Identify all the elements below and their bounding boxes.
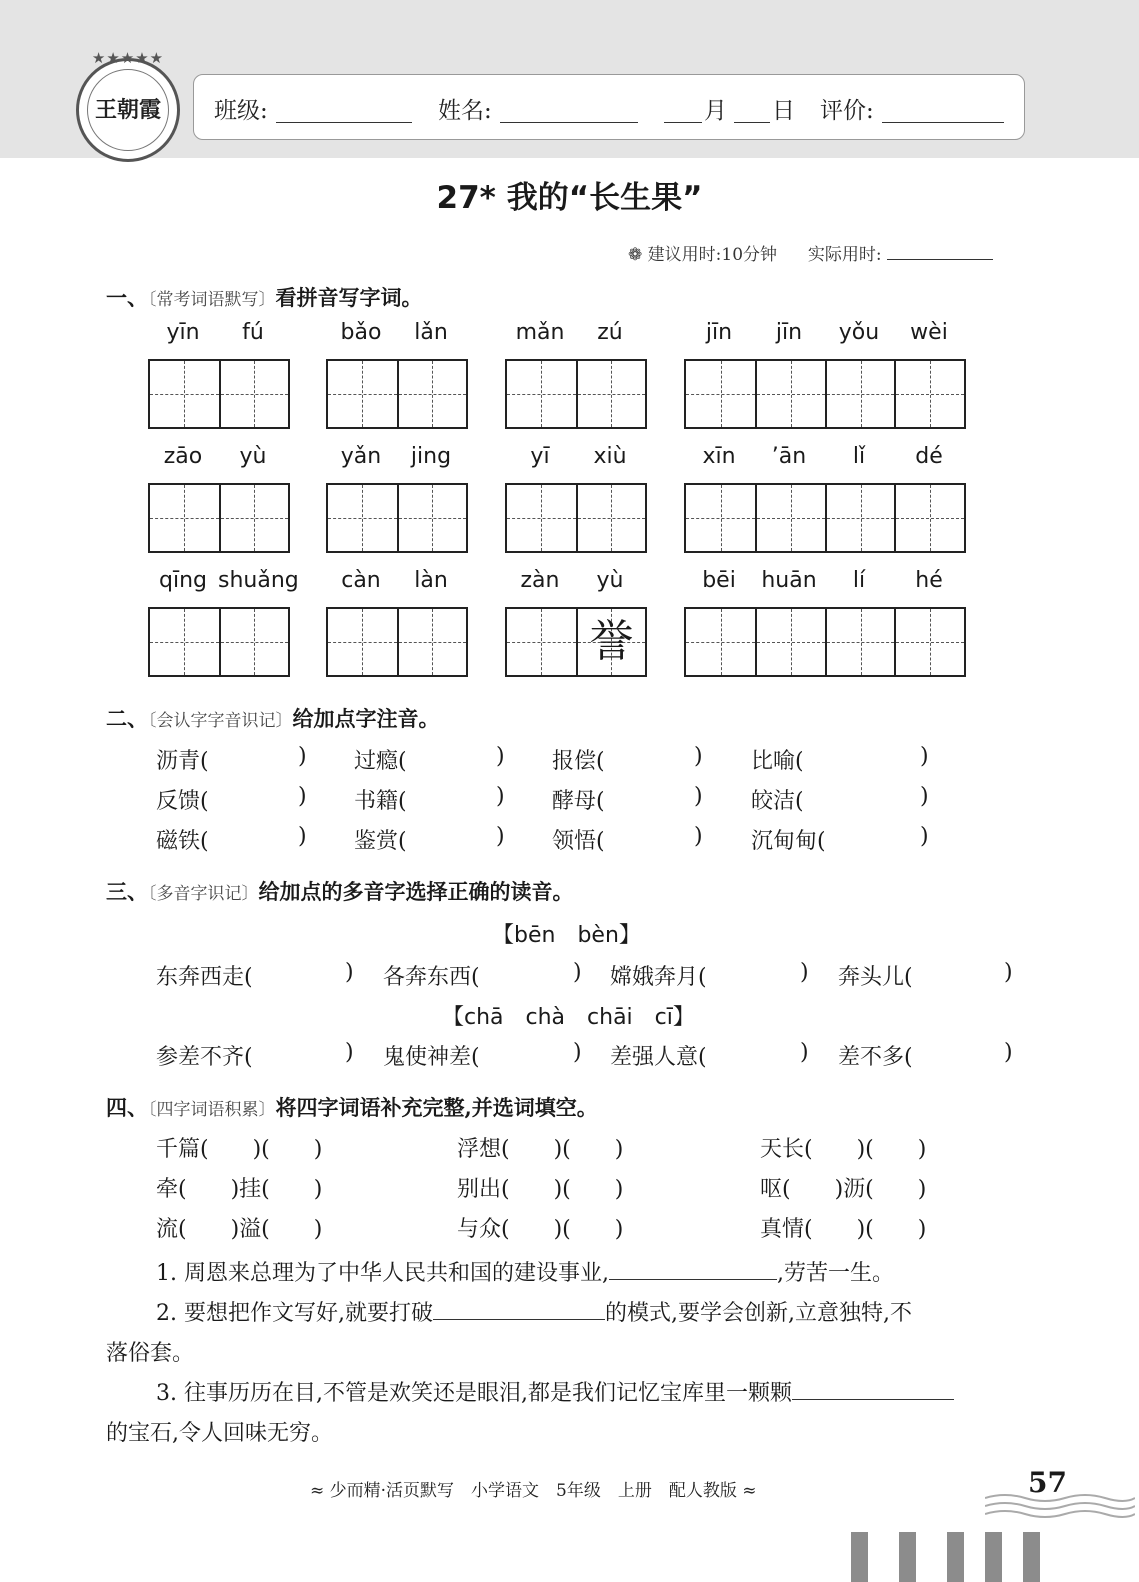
question-2-cont: 落俗套。 <box>106 1341 195 1366</box>
writing-cell[interactable] <box>150 485 219 551</box>
writing-cell[interactable] <box>507 609 576 675</box>
polyphone-word: 参差不齐( <box>156 1045 253 1070</box>
writing-cell[interactable] <box>686 485 755 551</box>
writing-cell[interactable] <box>825 485 895 551</box>
pinyin-label: xīn <box>702 444 736 469</box>
annotate-word: 书籍( <box>354 789 407 814</box>
suggested-time: 建议用时:10分钟 <box>647 245 778 265</box>
edge-tab-mark <box>851 1532 868 1582</box>
footer-wave-right-icon: ≈ <box>742 1481 757 1501</box>
cha-options: 【chā chà chāi cī】 <box>442 1005 695 1030</box>
rating-field[interactable] <box>882 122 1004 123</box>
footer-text: 少而精·活页默写 小学语文 5年级 上册 配人教版 <box>329 1481 737 1501</box>
section1-heading: 一、〔常考词语默写〕看拼音写字词。 <box>106 285 423 310</box>
actual-time-field[interactable] <box>887 245 993 260</box>
idiom-blank[interactable]: 浮想( )( ) <box>457 1137 624 1162</box>
pinyin-label: huān <box>761 568 817 593</box>
annotate-word: 比喻( <box>751 749 804 774</box>
edge-tab-mark <box>899 1532 916 1582</box>
class-field[interactable] <box>276 122 412 123</box>
answer-paren-close[interactable]: ) <box>800 1040 809 1065</box>
idiom-blank[interactable]: 千篇( )( ) <box>156 1137 323 1162</box>
writing-cell[interactable] <box>576 485 645 551</box>
polyphone-word: 差强人意( <box>610 1045 707 1070</box>
writing-grid <box>148 607 290 677</box>
writing-cell[interactable] <box>397 609 466 675</box>
pinyin-label: lǐ <box>852 444 866 469</box>
pinyin-label: hé <box>915 568 943 593</box>
annotate-word: 反馈( <box>156 789 209 814</box>
idiom-blank[interactable]: 与众( )( ) <box>457 1217 624 1242</box>
footer-wave-left-icon: ≈ <box>310 1481 325 1501</box>
writing-cell[interactable] <box>686 361 755 427</box>
writing-cell[interactable] <box>686 609 755 675</box>
page-title: 27* 我的“长生果” <box>436 180 703 216</box>
day-label: 日 <box>772 98 795 124</box>
answer-paren-close[interactable]: ) <box>920 824 929 849</box>
writing-grid <box>684 607 966 677</box>
answer-paren-close[interactable]: ) <box>920 744 929 769</box>
pinyin-label: dé <box>915 444 943 469</box>
answer-paren-close[interactable]: ) <box>573 960 582 985</box>
edge-tab-mark <box>947 1532 964 1582</box>
writing-cell[interactable] <box>507 361 576 427</box>
class-label: 班级: <box>214 98 268 124</box>
pinyin-label: mǎn <box>515 320 565 345</box>
actual-time-label: 实际用时: <box>807 245 882 265</box>
polyphone-word: 各奔东西( <box>383 965 480 990</box>
answer-paren-close[interactable]: ) <box>920 784 929 809</box>
answer-paren-close[interactable]: ) <box>694 744 703 769</box>
student-info-box <box>193 74 1025 140</box>
question-2: 2. 要想把作文写好,就要打破 的模式,要学会创新,立意独特,不 <box>156 1301 912 1326</box>
writing-cell[interactable] <box>328 485 397 551</box>
writing-grid <box>326 607 468 677</box>
clock-icon: ❁ <box>628 245 643 265</box>
writing-cell[interactable] <box>507 485 576 551</box>
section3-heading: 三、〔多音字识记〕给加点的多音字选择正确的读音。 <box>106 879 574 904</box>
writing-grid <box>148 359 290 429</box>
pinyin-label: yī <box>530 444 550 469</box>
pinyin-label: zāo <box>163 444 203 469</box>
publisher-logo <box>76 49 180 162</box>
annotate-word: 报偿( <box>552 749 605 774</box>
writing-grid <box>148 483 290 553</box>
annotate-word: 皎洁( <box>751 789 804 814</box>
writing-cell[interactable] <box>894 609 964 675</box>
footer <box>310 1476 757 1501</box>
section2-heading: 二、〔会认字字音识记〕给加点字注音。 <box>106 706 440 731</box>
writing-cell[interactable] <box>397 361 466 427</box>
annotate-word: 磁铁( <box>156 829 209 854</box>
writing-grid <box>505 359 647 429</box>
polyphone-word: 奔头儿( <box>838 965 913 990</box>
question-3: 3. 往事历历在目,不管是欢笑还是眼泪,都是我们记忆宝库里一颗颗 <box>156 1376 954 1407</box>
polyphone-word: 东奔西走( <box>156 965 253 990</box>
pinyin-label: yù <box>596 568 624 593</box>
writing-grid <box>326 483 468 553</box>
question-3-cont: 的宝石,令人回味无穷。 <box>106 1421 333 1446</box>
writing-cell[interactable] <box>219 361 288 427</box>
page-number: 57 <box>1028 1466 1067 1499</box>
pinyin-label: bēi <box>702 568 736 593</box>
pinyin-label: yǎn <box>340 444 382 469</box>
answer-paren-close[interactable]: ) <box>496 824 505 849</box>
writing-cell[interactable] <box>825 609 895 675</box>
writing-cell[interactable] <box>150 609 219 675</box>
pinyin-label: lǎn <box>414 320 448 345</box>
annotate-word: 鉴赏( <box>354 829 407 854</box>
answer-paren-close[interactable]: ) <box>694 824 703 849</box>
writing-cell[interactable] <box>894 485 964 551</box>
logo-stars-icon: ★★★★★ <box>91 49 165 67</box>
writing-cell[interactable] <box>755 609 825 675</box>
answer-paren-close[interactable]: ) <box>345 1040 354 1065</box>
pinyin-label: shuǎng <box>218 568 299 593</box>
pinyin-label: yīn <box>166 320 200 345</box>
writing-cell[interactable] <box>328 361 397 427</box>
pinyin-label: bǎo <box>340 320 382 345</box>
writing-cell[interactable] <box>397 485 466 551</box>
annotate-word: 酵母( <box>552 789 605 814</box>
idiom-blank[interactable]: 牵( )挂( ) <box>156 1177 323 1202</box>
writing-grid <box>684 359 966 429</box>
annotate-word: 沉甸甸( <box>751 829 826 854</box>
writing-grid <box>505 483 647 553</box>
writing-grid <box>505 607 647 677</box>
writing-cell[interactable] <box>328 609 397 675</box>
pinyin-label: qīng <box>159 568 207 593</box>
answer-paren-close[interactable]: ) <box>298 784 307 809</box>
pinyin-label: lí <box>852 568 866 593</box>
writing-cell[interactable] <box>219 485 288 551</box>
month-label: 月 <box>704 98 727 124</box>
question-1-blank[interactable] <box>609 1259 777 1280</box>
writing-cell[interactable] <box>150 361 219 427</box>
question-2-blank[interactable] <box>433 1299 605 1320</box>
pinyin-label: wèi <box>910 320 948 345</box>
answer-paren-close[interactable]: ) <box>345 960 354 985</box>
answer-paren-close[interactable]: ) <box>298 824 307 849</box>
answer-paren-close[interactable]: ) <box>496 744 505 769</box>
polyphone-word: 鬼使神差( <box>383 1045 480 1070</box>
idiom-blank[interactable]: 真情( )( ) <box>760 1217 927 1242</box>
time-row <box>628 240 993 265</box>
rating-label: 评价: <box>820 98 874 124</box>
answer-paren-close[interactable]: ) <box>1004 960 1013 985</box>
answer-paren-close[interactable]: ) <box>573 1040 582 1065</box>
pinyin-label: zàn <box>520 568 560 593</box>
section4-heading: 四、〔四字词语积累〕将四字词语补充完整,并选词填空。 <box>106 1095 598 1120</box>
answer-paren-close[interactable]: ) <box>694 784 703 809</box>
annotate-word: 领悟( <box>552 829 605 854</box>
writing-grid <box>326 359 468 429</box>
writing-cell[interactable] <box>894 361 964 427</box>
pinyin-label: ’ān <box>771 444 807 469</box>
writing-cell[interactable] <box>825 361 895 427</box>
annotate-word: 沥青( <box>156 749 209 774</box>
pinyin-label: xiù <box>593 444 627 469</box>
edge-tab-mark <box>1023 1532 1040 1582</box>
pinyin-label: fú <box>242 320 264 345</box>
page-wave-decoration <box>985 1490 1135 1524</box>
pinyin-label: jīn <box>775 320 803 345</box>
writing-cell[interactable] <box>755 361 825 427</box>
pinyin-label: yǒu <box>838 320 880 345</box>
pinyin-label: zú <box>597 320 623 345</box>
idiom-blank[interactable]: 天长( )( ) <box>760 1137 927 1162</box>
answer-paren-close[interactable]: ) <box>1004 1040 1013 1065</box>
pinyin-label: làn <box>414 568 448 593</box>
answer-paren-close[interactable]: ) <box>298 744 307 769</box>
pinyin-label: yù <box>239 444 267 469</box>
idiom-blank[interactable]: 流( )溢( ) <box>156 1217 323 1242</box>
month-field[interactable] <box>664 122 702 123</box>
writing-cell[interactable] <box>576 361 645 427</box>
name-field[interactable] <box>500 122 638 123</box>
polyphone-word: 差不多( <box>838 1045 913 1070</box>
idiom-blank[interactable]: 呕( )沥( ) <box>760 1177 927 1202</box>
given-character: 誉 <box>589 616 634 667</box>
answer-paren-close[interactable]: ) <box>800 960 809 985</box>
writing-cell[interactable] <box>219 609 288 675</box>
polyphone-word: 嫦娥奔月( <box>610 965 707 990</box>
annotate-word: 过瘾( <box>354 749 407 774</box>
pinyin-label: jīn <box>705 320 733 345</box>
idiom-blank[interactable]: 别出( )( ) <box>457 1177 624 1202</box>
pinyin-label: càn <box>341 568 381 593</box>
writing-grid <box>684 483 966 553</box>
question-3-blank[interactable] <box>792 1379 954 1400</box>
pinyin-label: jing <box>410 444 452 469</box>
writing-cell[interactable] <box>755 485 825 551</box>
edge-tab-mark <box>985 1532 1002 1582</box>
day-field[interactable] <box>734 122 770 123</box>
writing-cell[interactable] <box>576 609 645 675</box>
answer-paren-close[interactable]: ) <box>496 784 505 809</box>
ben-options: 【bēn bèn】 <box>492 923 641 948</box>
question-1: 1. 周恩来总理为了中华人民共和国的建设事业, ,劳苦一生。 <box>156 1261 894 1286</box>
name-label: 姓名: <box>438 98 492 124</box>
logo-text: 王朝霞 <box>94 97 161 123</box>
